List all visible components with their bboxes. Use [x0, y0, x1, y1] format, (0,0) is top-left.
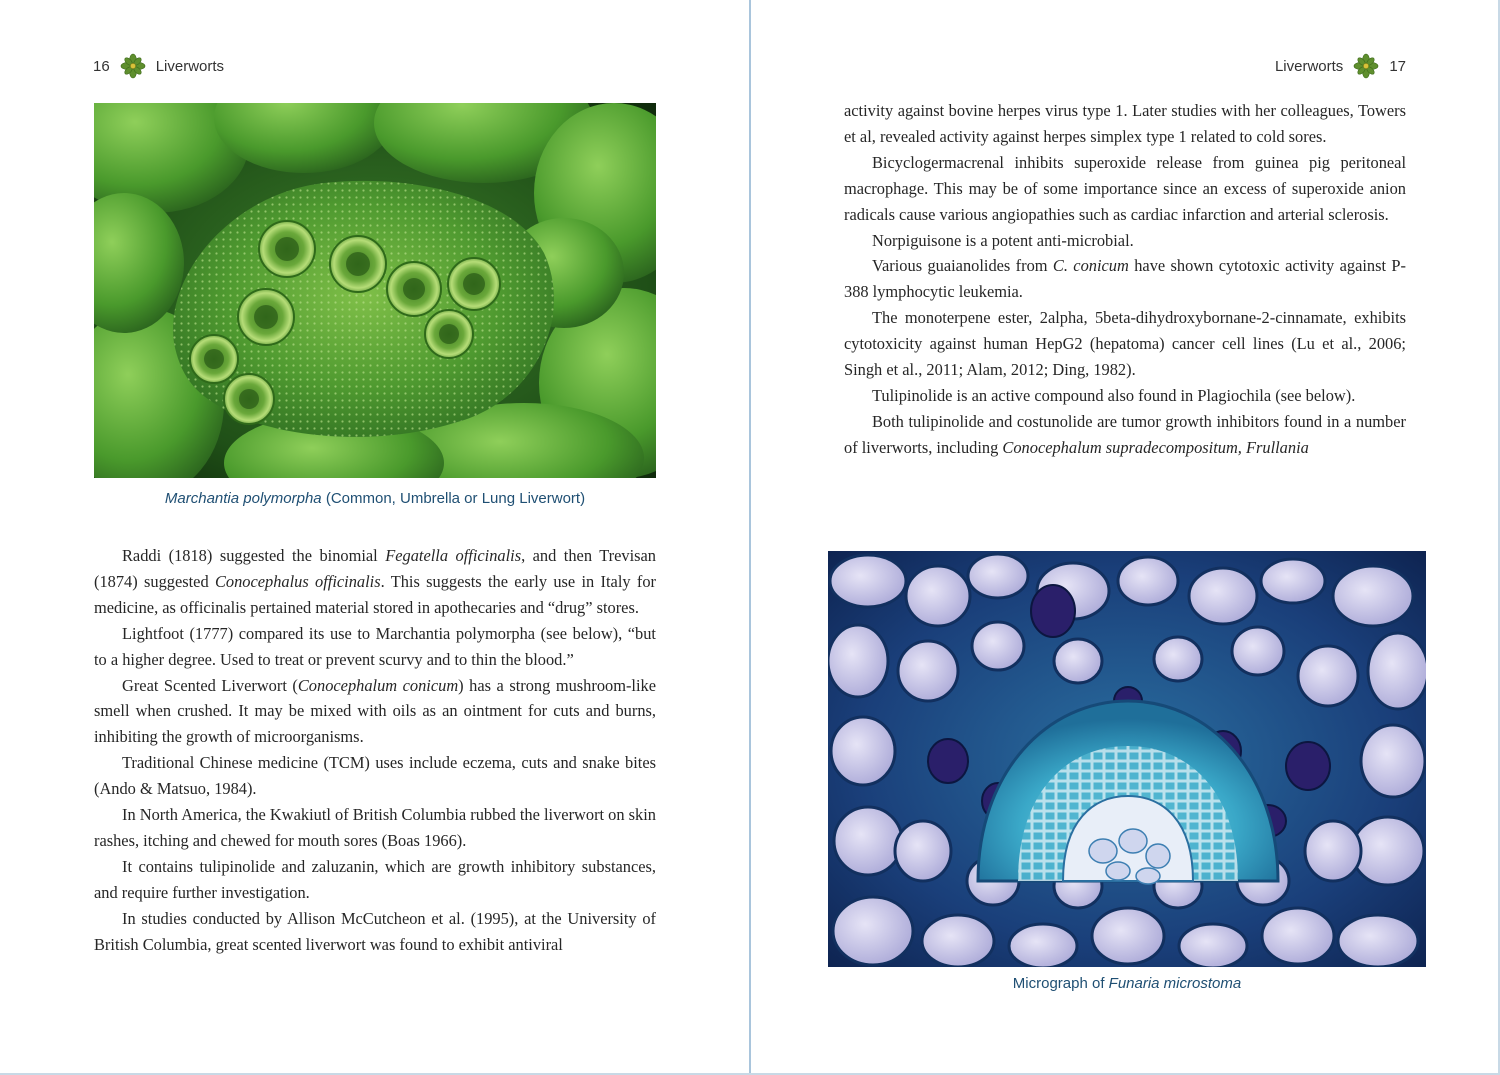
paragraph	[94, 621, 656, 673]
paragraph	[844, 409, 1406, 461]
italic-term: Conocephalus officinalis	[214, 571, 381, 591]
text-run: . This suggests the early use in Italy for medicine, as officinalis pertained material stored in apothecaries and “drug” stores.	[94, 571, 656, 617]
running-head-title: Liverworts	[155, 57, 225, 75]
left-running-header	[93, 52, 234, 80]
italic-term: Conocephalum conicum	[297, 675, 459, 695]
text-run: ) has a strong mushroom-like smell when crushed. It may be mixed with oils as an ointment for cuts and burns, inhibiting the growth of microorganisms.	[94, 675, 656, 747]
figure-caption	[828, 975, 1426, 992]
paragraph	[94, 802, 656, 854]
text-run: Great Scented Liverwort (	[122, 675, 298, 695]
paragraph	[94, 854, 656, 906]
figure-caption	[94, 490, 656, 507]
text-run: Both tulipinolide and costunolide are tumor growth inhibitors found in a number of liverworts, including	[844, 411, 1406, 457]
text-run: The monoterpene ester, 2alpha, 5beta-dihydroxybornane-2-cinnamate, exhibits cytotoxicity against human HepG2 (hepatoma) cancer cell lines (Lu et al., 2006; Singh et al., 2011; Alam, 2012; Ding, 1982).	[844, 308, 1406, 380]
text-run: activity against bovine herpes virus type 1. Later studies with her colleagues, Towers et al, revealed activity against herpes simplex type 1 related to cold sores.	[844, 101, 1406, 146]
left-page	[0, 0, 749, 1075]
text-run: In studies conducted by Allison McCutcheon et al. (1995), at the University of British Columbia, great scented liverwort was found to exhibit antiviral	[94, 908, 656, 954]
right-page	[751, 0, 1500, 1075]
page-number: 16	[93, 57, 110, 75]
leaf-ornament-icon	[1353, 53, 1379, 79]
caption-species-name: Funaria microstoma	[1108, 975, 1242, 992]
micrograph-photo	[828, 551, 1426, 967]
text-run: Various guaianolides from	[872, 256, 1053, 276]
text-run: , and then Trevisan (1874) suggested	[94, 546, 656, 591]
page-number: 17	[1389, 57, 1406, 75]
body-text	[844, 98, 1406, 461]
leaf-ornament-icon	[120, 53, 146, 79]
text-run: Raddi (1818) suggested the binomial	[122, 546, 386, 565]
paragraph	[94, 750, 656, 802]
paragraph	[94, 673, 656, 751]
running-head-title: Liverworts	[1274, 57, 1344, 75]
italic-term: Conocephalum supradecompositum, Frullania	[1002, 437, 1309, 457]
paragraph	[844, 98, 1406, 150]
text-run: In North America, the Kwakiutl of British Columbia rubbed the liverwort on skin rashes, itching and chewed for mouth sores (Boas 1966).	[94, 805, 656, 850]
text-run: have shown cytotoxic activity against P-388 lymphocytic leukemia.	[844, 256, 1406, 302]
caption-common-names: (Common, Umbrella or Lung Liverwort)	[321, 490, 586, 507]
caption-prefix: Micrograph of	[1012, 975, 1109, 992]
paragraph	[844, 150, 1406, 228]
right-running-header	[1265, 52, 1406, 80]
paragraph	[844, 253, 1406, 305]
italic-term: Fegatella officinalis	[385, 546, 522, 565]
liverwort-photo	[94, 103, 656, 478]
caption-species-name: Marchantia polymorpha	[164, 490, 322, 507]
paragraph	[94, 543, 656, 621]
text-run: Tulipinolide is an active compound also found in Plagiochila (see below).	[872, 385, 1356, 405]
paragraph	[844, 305, 1406, 383]
body-text	[94, 543, 656, 958]
text-run: Bicyclogermacrenal inhibits superoxide release from guinea pig peritoneal macrophage. This may be of some importance since an excess of superoxide anion radicals cause various angiopathies such as cardiac infarction and arterial sclerosis.	[844, 152, 1406, 224]
italic-term: C. conicum	[1052, 256, 1129, 276]
text-run: Lightfoot (1777) compared its use to Marchantia polymorpha (see below), “but to a higher degree. Used to treat or prevent scurvy and to thin the blood.”	[94, 623, 656, 669]
text-run: Norpiguisone is a potent anti-microbial.	[872, 230, 1134, 250]
paragraph	[844, 228, 1406, 254]
paragraph	[94, 906, 656, 958]
paragraph	[844, 383, 1406, 409]
text-run: It contains tulipinolide and zaluzanin, which are growth inhibitory substances, and require further investigation.	[94, 856, 656, 902]
text-run: Traditional Chinese medicine (TCM) uses include eczema, cuts and snake bites (Ando & Matsuo, 1984).	[94, 753, 656, 799]
